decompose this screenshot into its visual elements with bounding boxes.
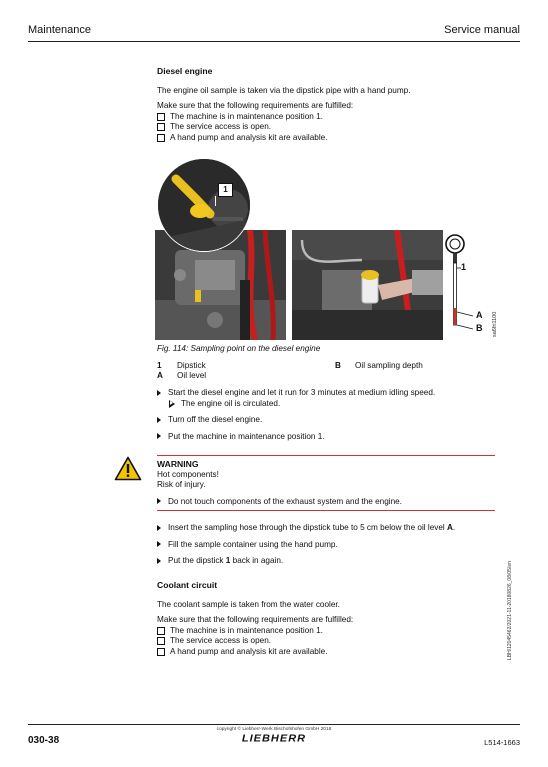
checkbox-icon: [157, 637, 165, 645]
requirement-item: The machine is in maintenance position 1.: [157, 626, 497, 637]
warning-block: [157, 459, 497, 507]
step-arrow-icon: [157, 558, 161, 564]
step-arrow-icon: [157, 541, 161, 547]
warning-hazard: Hot components!: [157, 469, 219, 479]
step-item: Turn off the diesel engine.: [157, 415, 497, 426]
section-title: Coolant circuit: [157, 580, 218, 590]
figure-sampling-point: [155, 158, 505, 340]
step-arrow-icon: [157, 390, 161, 396]
warning-triangle-icon: [114, 456, 142, 481]
section-intro: The coolant sample is taken from the water cooler.: [157, 599, 340, 609]
warning-title: WARNING: [157, 459, 199, 469]
requirement-item: A hand pump and analysis kit are available.: [157, 647, 497, 658]
engine-photo-right: [292, 230, 443, 340]
step-item: Insert the sampling hose through the dipstick tube to 5 cm below the oil level A.: [157, 523, 497, 534]
header-doc-type: Service manual: [444, 24, 520, 36]
requirement-item: The service access is open.: [157, 636, 497, 647]
legend-item: B Oil sampling depth: [335, 360, 423, 370]
procedure-steps: [157, 388, 497, 442]
requirement-item: The service access is open.: [157, 122, 497, 133]
label-sampling-depth: B: [476, 323, 483, 333]
procedure-steps: [157, 523, 497, 567]
callout-leader: [215, 196, 216, 206]
legend-item: 1 Dipstick: [157, 360, 206, 370]
warning-top-rule: [157, 455, 495, 456]
figure-code: sa6fri1100: [492, 311, 498, 337]
document-id: L514-1663: [484, 738, 520, 747]
checkbox-icon: [157, 123, 165, 131]
step-arrow-icon: [157, 417, 161, 423]
step-arrow-icon: [157, 433, 161, 439]
step-item: Start the diesel engine and let it run for 3 minutes at medium idling speed.: [157, 388, 497, 399]
header-divider: [28, 41, 520, 42]
side-document-code: LBH/12045462/2021-11-20180826_08/05/en: [507, 561, 513, 660]
label-dipstick: 1: [461, 262, 467, 272]
callout-label: 1: [218, 183, 233, 197]
result-arrow-icon: [169, 400, 175, 408]
warning-action: Do not touch components of the exhaust system and the engine.: [157, 497, 497, 508]
legend-item: A Oil level: [157, 371, 207, 380]
requirement-item: A hand pump and analysis kit are available.: [157, 133, 497, 144]
section-title: Diesel engine: [157, 66, 213, 76]
brand-logo: LIEBHERR: [241, 733, 307, 745]
requirement-item: The machine is in maintenance position 1.: [157, 112, 497, 123]
section-intro: The engine oil sample is taken via the dipstick pipe with a hand pump.: [157, 85, 411, 95]
section-coolant-circuit: [157, 580, 497, 657]
header-section-title: Maintenance: [28, 24, 91, 36]
step-arrow-icon: [157, 498, 161, 504]
requirements-intro: Make sure that the following requirements are fulfilled:: [157, 101, 354, 110]
footer-divider: [28, 724, 520, 725]
checkbox-icon: [157, 648, 165, 656]
checkbox-icon: [157, 627, 165, 635]
page-number: 030-38: [28, 735, 60, 746]
step-item: Fill the sample container using the hand pump.: [157, 540, 497, 551]
checkbox-icon: [157, 113, 165, 121]
step-result: The engine oil is circulated.: [157, 399, 497, 410]
warning-bottom-rule: [157, 510, 495, 511]
dipstick-detail-inset: [157, 158, 251, 252]
warning-consequence: Risk of injury.: [157, 480, 206, 489]
section-diesel-engine: [157, 66, 497, 143]
copyright-note: copyright © Liebherr-Werk Bischofshofen GmbH 2018: [216, 727, 332, 732]
figure-legend: [157, 361, 497, 382]
step-item: Put the dipstick 1 back in again.: [157, 556, 497, 567]
step-item: Put the machine in maintenance position 1.: [157, 432, 497, 443]
figure-caption: Fig. 114: Sampling point on the diesel engine: [157, 344, 321, 353]
figure-caption-block: [157, 344, 497, 382]
step-arrow-icon: [157, 525, 161, 531]
requirements-intro: Make sure that the following requirements are fulfilled:: [157, 615, 354, 624]
checkbox-icon: [157, 134, 165, 142]
label-oil-level: A: [476, 310, 483, 320]
